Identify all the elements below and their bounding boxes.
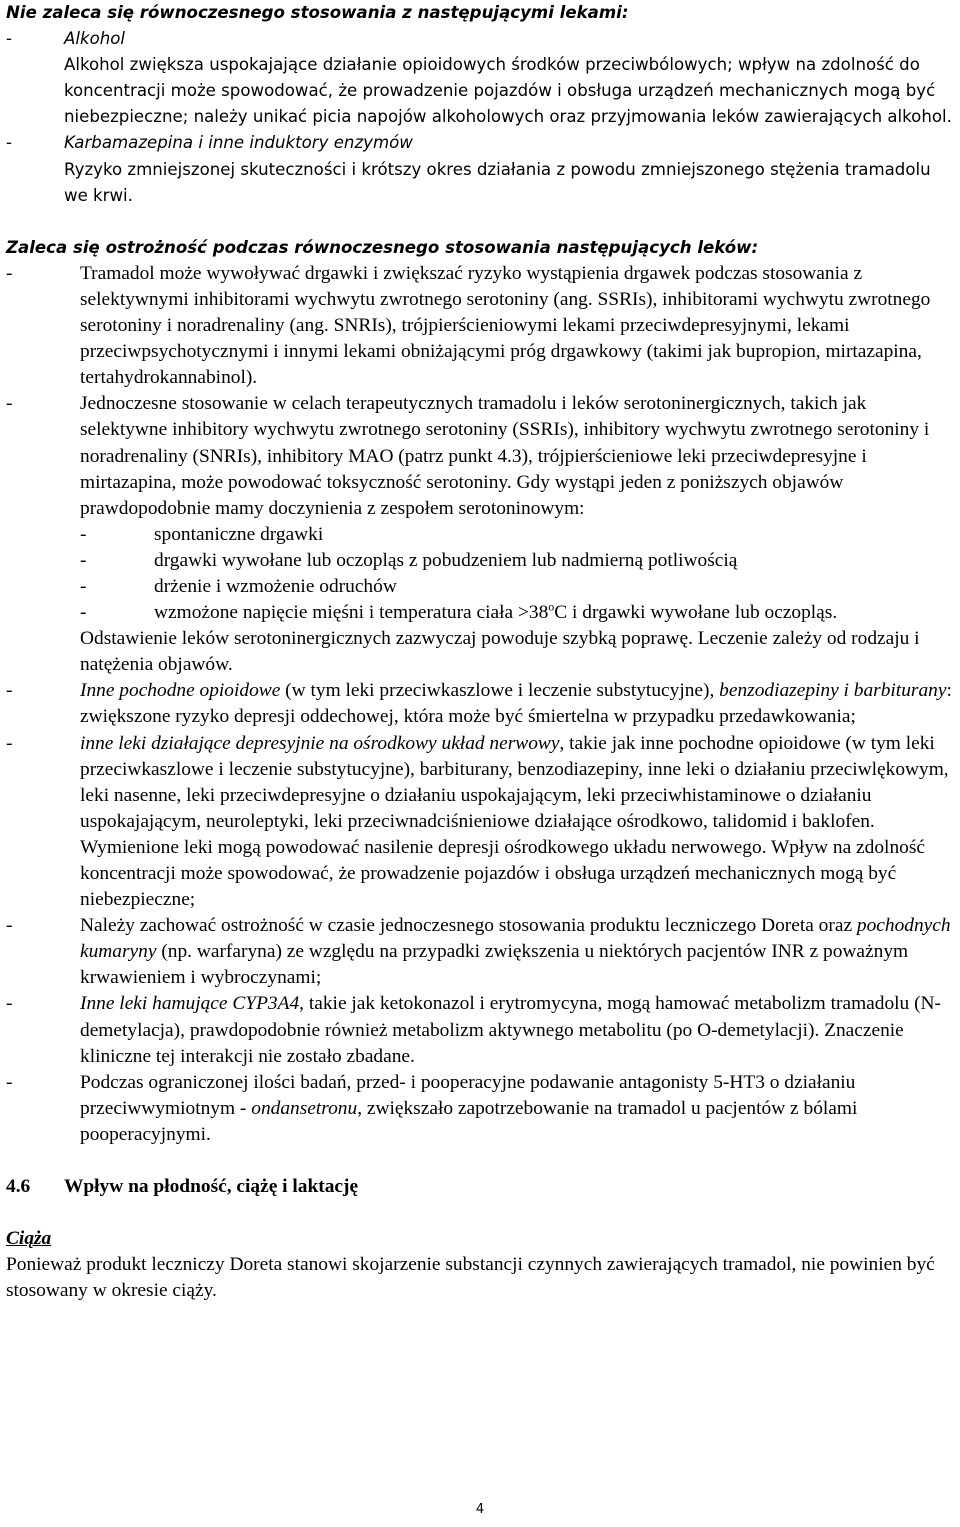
symptom-text xyxy=(154,600,837,626)
list-item xyxy=(6,391,956,678)
emphasis: inne leki działające depresyjnie na ośrodkowy układ nerwowy xyxy=(80,732,560,754)
list-item-text xyxy=(80,991,956,1069)
section-number: 4.6 xyxy=(6,1176,31,1198)
list-item-text: Ryzyko zmniejszonej skuteczności i krótszy okres działania z powodu zmniejszonego stężenia tramadolu we krwi. xyxy=(64,159,931,205)
list-dash: - xyxy=(6,1071,13,1093)
symptom-item xyxy=(80,548,956,574)
list-dash: - xyxy=(6,732,13,754)
list-dash: - xyxy=(6,680,13,702)
list-item-text xyxy=(80,678,956,730)
list-dash: - xyxy=(80,523,87,545)
list-item-title: Karbamazepina i inne induktory enzymów xyxy=(64,133,413,153)
list-dash: - xyxy=(6,133,12,153)
list-item-text xyxy=(80,913,956,991)
symptom-text-after: C i drgawki wywołane lub oczopląs. xyxy=(554,602,838,624)
list-item-text xyxy=(80,731,956,914)
emphasis: ondansetronu xyxy=(251,1097,358,1119)
list-dash: - xyxy=(6,393,13,415)
symptom-text: spontaniczne drgawki xyxy=(154,523,324,545)
list-item xyxy=(6,913,956,991)
contraindicated-heading: Nie zaleca się równoczesnego stosowania z następującymi lekami: xyxy=(6,3,629,22)
list-item xyxy=(6,1070,956,1148)
emphasis: Inne pochodne opioidowe xyxy=(80,680,281,702)
degree-superscript: o xyxy=(548,599,555,614)
section-heading xyxy=(6,1174,956,1200)
emphasis: pochodnych kumaryny xyxy=(80,915,951,963)
symptom-item xyxy=(80,522,956,548)
list-item-text: Tramadol może wywoływać drgawki i zwiększać ryzyko wystąpienia drgawek podczas stosowania z selektywnymi inhibitorami wychwytu zwrotnego serotoniny (ang. SSRIs), inhibitorami wychwytu zwrotnego serotoniny i noradrenaliny (ang. SNRIs), trójpierścieniowymi lekami przeciwdepresyjnymi, lekami przeciwpsychotycznymi i innymi lekami obniżającymi próg drgawkowy (takimi jak bupropion, mirtazapina, tertahydrokannabinol). xyxy=(80,262,931,389)
text-run: Podczas ograniczonej ilości badań, przed- i pooperacyjne podawanie antagonisty 5-HT3 o działaniu przeciwwymiotnym - xyxy=(80,1071,856,1119)
list-dash: - xyxy=(6,993,13,1015)
emphasis: benzodiazepiny i barbiturany xyxy=(719,680,947,702)
symptom-text: drgawki wywołane lub oczopląs z pobudzeniem lub nadmierną potliwością xyxy=(154,549,738,571)
subsection-heading: Ciąża xyxy=(6,1228,52,1250)
symptom-text: drżenie i wzmożenie odruchów xyxy=(154,575,397,597)
list-item xyxy=(6,731,956,914)
list-dash: - xyxy=(80,602,87,624)
list-item-closing: Odstawienie leków serotoninergicznych zazwyczaj powoduje szybką poprawę. Leczenie zależy od rodzaju i natężenia objawów. xyxy=(80,628,920,676)
page-number: 4 xyxy=(475,1502,485,1517)
list-item-text xyxy=(80,1070,956,1148)
text-run: , takie jak inne pochodne opioidowe (w tym leki przeciwkaszlowe i leczenie substytucyjne), barbiturany, benzodiazepiny, inne leki o działaniu przeciwlękowym, leki nasenne, leki przeciwdepresyjne o działaniu uspokajającym, leki przeciwhistaminowe o działaniu uspokajającym, neuroleptyki, leki przeciwnadciśnieniowe działające ośrodkowo, talidomid i baklofen. Wymienione leki mogą powodować nasilenie depresji ośrodkowego układu nerwowego. Wpływ na zdolność koncentracji może spowodować, że prowadzenie pojazdów i obsługa urządzeń mechanicznych mogą być niebezpieczne; xyxy=(80,732,949,911)
section-text: Ponieważ produkt leczniczy Doreta stanowi skojarzenie substancji czynnych zawierających tramadol, nie powinien być stosowany w okresie ciąży. xyxy=(6,1254,935,1302)
list-item-text: Alkohol zwiększa uspokajające działanie opioidowych środków przeciwbólowych; wpływ na zdolność do koncentracji może spowodować, że prowadzenie pojazdów i obsługa urządzeń mechanicznych mogą być niebezpieczne; należy unikać picia napojów alkoholowych oraz przyjmowania leków zawierających alkohol. xyxy=(64,55,952,127)
text-run: , takie jak ketokonazol i erytromycyna, mogą hamować metabolizm tramadolu (N-demetylacja), prawdopodobnie również metabolizm aktywnego metabolitu (po O-demetylacji). Znaczenie kliniczne tej interakcji nie zostało zbadane. xyxy=(80,993,941,1067)
section-title: Wpływ na płodność, ciążę i laktację xyxy=(64,1176,359,1198)
list-item xyxy=(6,261,956,391)
list-dash: - xyxy=(6,262,13,284)
text-run: , zwiększało zapotrzebowanie na tramadol u pacjentów z bólami pooperacyjnymi. xyxy=(80,1097,858,1145)
caution-heading-block xyxy=(6,235,956,261)
emphasis: Inne leki hamujące CYP3A4 xyxy=(80,993,300,1015)
list-dash: - xyxy=(6,915,13,937)
list-dash: - xyxy=(6,29,12,49)
caution-heading: Zaleca się ostrożność podczas równoczesnego stosowania następujących leków: xyxy=(6,237,759,257)
list-item xyxy=(6,991,956,1069)
section-4-6 xyxy=(6,1174,956,1304)
symptom-text-before: wzmożone napięcie mięśni i temperatura ciała >38 xyxy=(154,602,549,624)
list-item xyxy=(6,678,956,730)
list-item xyxy=(6,130,956,208)
list-dash: - xyxy=(80,575,87,597)
symptom-item xyxy=(80,600,956,626)
caution-list xyxy=(6,261,956,1148)
list-item-text: Jednoczesne stosowanie w celach terapeutycznych tramadolu i leków serotoninergicznych, takich jak selektywne inhibitory wychwytu zwrotnego serotoniny (SSRIs), inhibitory wychwytu zwrotnego serotoniny i noradrenaliny (SNRIs), inhibitory MAO (patrz punkt 4.3), trójpierścieniowe leki przeciwdepresyjne i mirtazapina, może powodować toksyczność serotoniny. Gdy wystąpi jeden z poniższych objawów prawdopodobnie mamy doczynienia z zespołem serotoninowym: xyxy=(80,393,930,519)
contraindicated-combinations-block xyxy=(6,0,956,209)
text-run: (w tym leki przeciwkaszlowe i leczenie substytucyjne), xyxy=(280,680,720,702)
list-dash: - xyxy=(80,549,87,571)
text-run: Należy zachować ostrożność w czasie jednoczesnego stosowania produktu leczniczego Doreta oraz xyxy=(80,915,857,937)
list-item xyxy=(6,26,956,130)
text-run: (np. warfaryna) ze względu na przypadki zwiększenia u niektórych pacjentów INR z poważnym krwawieniem i wybroczynami; xyxy=(80,941,909,989)
symptom-item xyxy=(80,574,956,600)
text-run: : zwiększone ryzyko depresji oddechowej, która może być śmiertelna w przypadku przedawkowania; xyxy=(80,680,952,728)
list-item-title: Alkohol xyxy=(64,29,126,49)
